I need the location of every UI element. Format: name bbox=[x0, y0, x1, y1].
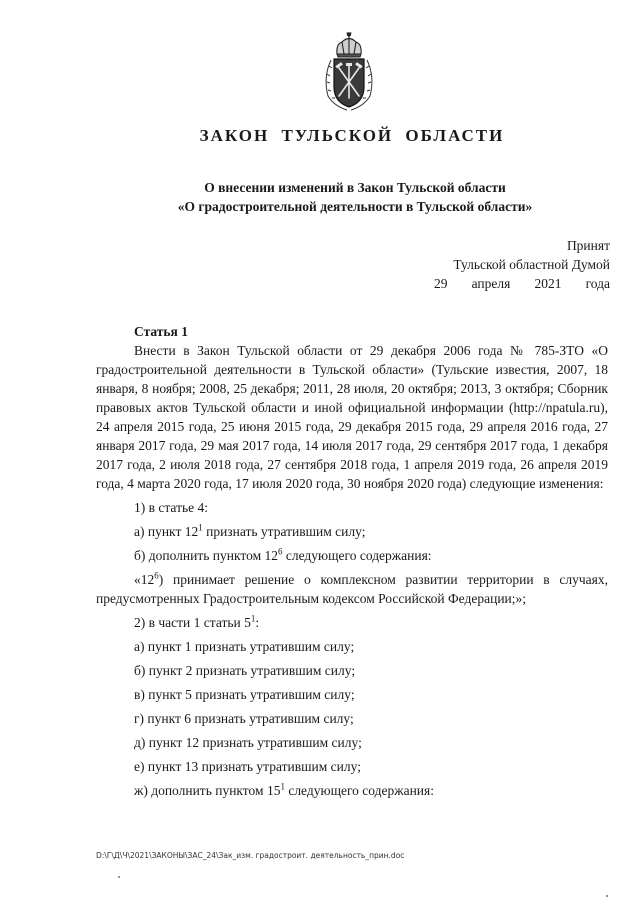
adoption-block bbox=[434, 236, 610, 293]
list-item: а) пункт $12^1$ признать утратившим силу; bbox=[134, 522, 366, 539]
subject-line-1: О внесении изменений в Закон Тульской области bbox=[204, 180, 506, 195]
adoption-date bbox=[434, 274, 610, 293]
law-subject bbox=[0, 178, 640, 216]
adoption-month: апреля bbox=[471, 276, 511, 291]
list-item: в) пункт 5 признать утратившим силу; bbox=[134, 687, 355, 702]
list-item: 2) в части 1 статьи $5^1$: bbox=[134, 613, 260, 630]
list-item: г) пункт 6 признать утратившим силу; bbox=[134, 711, 354, 726]
file-path-footer: D:\Г\Д\Ч\2021\ЗАКОНЫ\ЗАС_24\Зак_изм. градостроит. деятельность_прин.doc bbox=[96, 851, 405, 860]
adoption-line-2: Тульской областной Думой bbox=[453, 257, 610, 272]
list-item: д) пункт 12 признать утратившим силу; bbox=[134, 735, 362, 750]
adoption-day: 29 bbox=[434, 276, 448, 291]
article-body: Внести в Закон Тульской области от 29 декабря 2006 года № 785-ЗТО «О градостроительной деятельности в Тульской области» (Тульские известия, 2007, 18 января, 8 ноября; 2008, 25 декабря; 2011, 28 июля, 20 октября; 2013, 3 октября; Сборник правовых актов Тульской области и иной официальной информации (http://npatula.ru), 24 апреля 2015 года, 25 июня 2015 года, 29 декабря 2015 года, 29 апреля 2016 года, 27 января 2017 года, 29 мая 2017 года, 14 июля 2017 года, 29 сентября 2017 года, 1 декабря 2017 года, 2 июля 2018 года, 27 сентября 2018 года, 1 апреля 2019 года, 26 апреля 2019 года, 4 марта 2020 года, 17 июля 2020 года, 30 ноября 2020 года) следующие изменения: bbox=[96, 343, 608, 491]
article-heading: Статья 1 bbox=[134, 324, 188, 339]
list-item: 1) в статье 4: bbox=[134, 500, 208, 515]
list-item: е) пункт 13 признать утратившим силу; bbox=[134, 759, 361, 774]
adoption-year-word: года bbox=[585, 276, 610, 291]
list-item: б) дополнить пунктом $12^6$ следующего содержания: bbox=[134, 546, 432, 563]
tula-coat-of-arms-icon bbox=[320, 32, 378, 112]
law-title: ЗАКОН ТУЛЬСКОЙ ОБЛАСТИ bbox=[199, 126, 505, 145]
scan-speck bbox=[606, 895, 608, 897]
scan-speck bbox=[118, 876, 120, 878]
list-item: ж) дополнить пунктом $15^1$ следующего содержания: bbox=[134, 781, 434, 798]
subject-line-2: «О градостроительной деятельности в Тульской области» bbox=[177, 199, 533, 214]
list-item: «$12^6$) принимает решение о комплексном развитии территории в случаях, предусмотренных Градостроительным кодексом Российской Федерации;»; bbox=[96, 570, 608, 606]
list-item: а) пункт 1 признать утратившим силу; bbox=[134, 639, 355, 654]
adoption-year: 2021 bbox=[534, 276, 562, 291]
adoption-line-1: Принят bbox=[566, 238, 610, 253]
list-item: б) пункт 2 признать утратившим силу; bbox=[134, 663, 356, 678]
document-body bbox=[96, 322, 608, 800]
